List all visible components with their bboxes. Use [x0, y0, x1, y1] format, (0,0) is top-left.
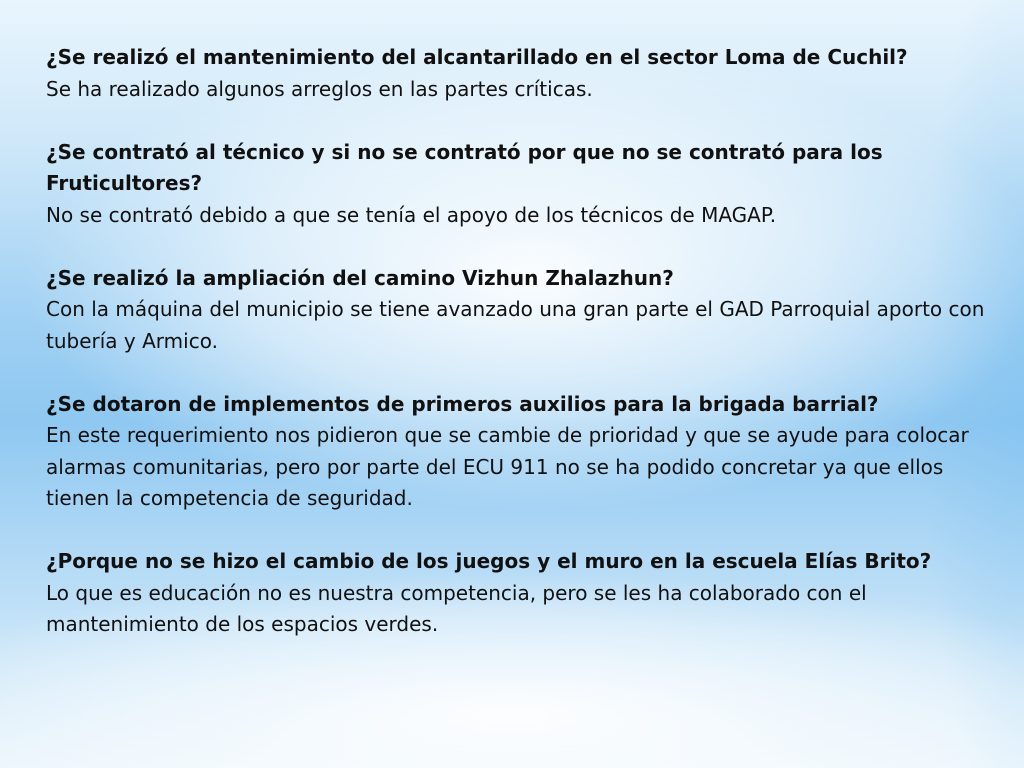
- answer-text: No se contrató debido a que se tenía el apoyo de los técnicos de MAGAP.: [46, 202, 777, 227]
- answer-text: En este requerimiento nos pidieron que se cambie de prioridad y que se ayude para colocar alarmas comunitarias, pero por parte del ECU 911 no se ha podido concretar ya que ellos tienen la competencia de seguridad.: [46, 423, 969, 510]
- question-text: ¿Porque no se hizo el cambio de los juegos y el muro en la escuela Elías Brito?: [46, 549, 932, 573]
- qa-item-camino: [46, 263, 986, 358]
- answer-text: Se ha realizado algunos arreglos en las partes críticas.: [46, 76, 593, 101]
- qa-item-tecnico: [46, 137, 986, 232]
- qa-item-alcantarillado: [46, 42, 986, 105]
- slide-body: [46, 42, 986, 672]
- qa-item-escuela: [46, 546, 986, 641]
- question-text: ¿Se realizó la ampliación del camino Vizhun Zhalazhun?: [46, 265, 674, 290]
- question-text: ¿Se contrató al técnico y si no se contrató por que no se contrató para los Fruticultores?: [46, 139, 883, 195]
- answer-text: Con la máquina del municipio se tiene avanzado una gran parte el GAD Parroquial aporto con tubería y Armico.: [46, 297, 985, 353]
- question-text: ¿Se realizó el mantenimiento del alcantarillado en el sector Loma de Cuchil?: [46, 45, 908, 69]
- question-text: ¿Se dotaron de implementos de primeros auxilios para la brigada barrial?: [46, 391, 879, 416]
- answer-text: Lo que es educación no es nuestra competencia, pero se les ha colaborado con el mantenimiento de los espacios verdes.: [46, 580, 867, 636]
- qa-item-primeros-auxilios: [46, 389, 986, 515]
